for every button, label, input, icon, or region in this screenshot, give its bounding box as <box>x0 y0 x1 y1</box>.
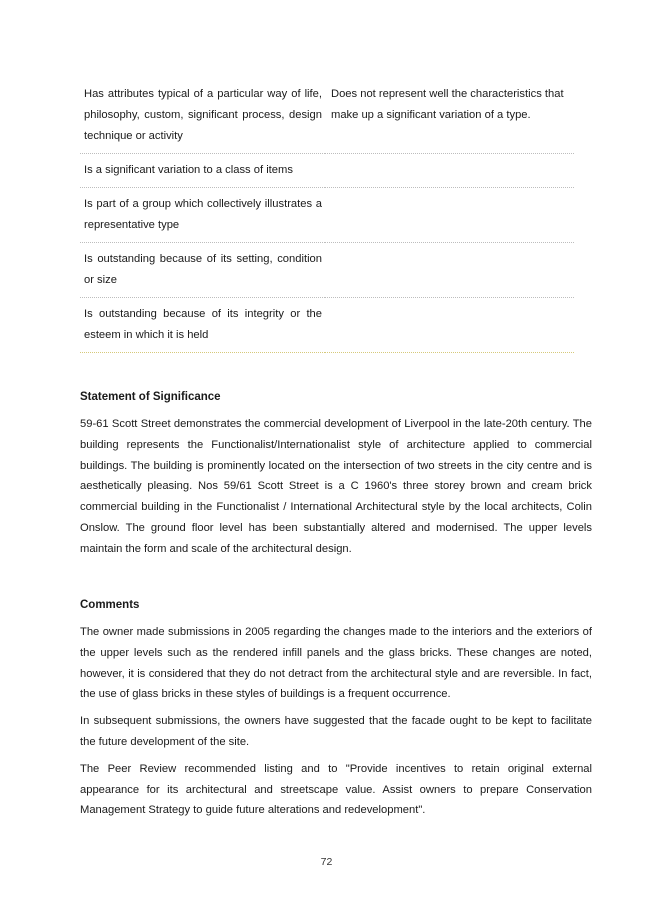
statement-heading: Statement of Significance <box>80 391 221 403</box>
exclusion-criterion <box>325 243 574 298</box>
page-number: 72 <box>320 856 333 868</box>
table-row <box>80 298 574 353</box>
inclusion-criterion: Has attributes typical of a particular way of life, philosophy, custom, significant process, design technique or activity <box>80 78 325 154</box>
inclusion-criterion: Is a significant variation to a class of items <box>80 154 325 188</box>
exclusion-criterion <box>325 188 574 243</box>
exclusion-criterion <box>325 154 574 188</box>
inclusion-criterion: Is outstanding because of its setting, condition or size <box>80 243 325 298</box>
comments-paragraph: The Peer Review recommended listing and to "Provide incentives to retain original external appearance for its architectural and streetscape value. Assist owners to prepare Conservation Management Strategy to guide future alterations and redevelopment". <box>80 762 592 817</box>
inclusion-criterion: Is outstanding because of its integrity or the esteem in which it is held <box>80 298 325 353</box>
criteria-table <box>80 78 574 353</box>
comments-section <box>80 596 592 827</box>
table-row <box>80 78 574 154</box>
inclusion-criterion: Is part of a group which collectively illustrates a representative type <box>80 188 325 243</box>
comments-paragraph: The owner made submissions in 2005 regarding the changes made to the interiors and the exteriors of the upper levels such as the rendered infill panels and the glass bricks. These changes are noted, however, it is considered that they do not detract from the architectural style and are reversible. In fact, the use of glass bricks in these styles of buildings is a frequent occurrence. <box>80 626 592 701</box>
statement-of-significance-section <box>80 388 592 566</box>
table-row <box>80 188 574 243</box>
exclusion-criterion <box>325 298 574 353</box>
comments-paragraph: In subsequent submissions, the owners have suggested that the facade ought to be kept to facilitate the future development of the site. <box>80 715 592 748</box>
table-row <box>80 154 574 188</box>
exclusion-criterion: Does not represent well the characteristics that make up a significant variation of a type. <box>325 78 574 154</box>
table-row <box>80 243 574 298</box>
comments-heading: Comments <box>80 599 140 611</box>
statement-paragraph: 59-61 Scott Street demonstrates the commercial development of Liverpool in the late-20th century. The building represents the Functionalist/Internationalist style of architecture applied to commercial buildings. The building is prominently located on the intersection of two streets in the city centre and is aesthetically pleasing. Nos 59/61 Scott Street is a C 1960's three storey brown and cream brick commercial building in the Functionalist / International Architectural style by the local architects, Colin Onslow. The ground floor level has been substantially altered and modernised. The upper levels maintain the form and scale of the architectural design. <box>80 418 592 555</box>
